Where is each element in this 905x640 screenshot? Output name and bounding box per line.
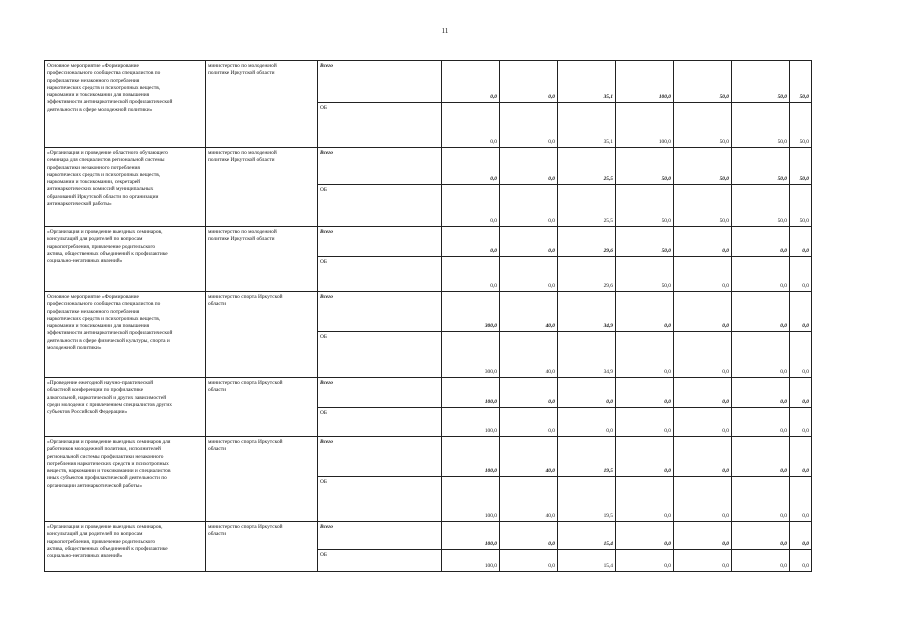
ob-value-cell: 0,0 — [732, 332, 790, 378]
measure-description — [45, 378, 206, 437]
ob-value-cell: 50,0 — [674, 185, 732, 227]
measure-description-line: наркотических средств и психотропных веществ, — [47, 171, 161, 178]
total-value-cell: 19,5 — [558, 437, 616, 477]
total-value-cell: 50,0 — [616, 148, 674, 185]
total-value-cell: 0,0 — [616, 292, 674, 332]
measure-description-line: антинаркотических комиссий муниципальных — [47, 186, 154, 193]
responsible-executor-line: министерство спорта Иркутской — [208, 380, 283, 386]
ob-value-cell: 0,0 — [732, 477, 790, 522]
ob-value-cell: 0,0 — [674, 332, 732, 378]
ob-value-cell: 50,0 — [674, 103, 732, 148]
measure-description — [45, 522, 206, 572]
measure-description-line: организации антинаркотической работы» — [47, 482, 143, 489]
total-value-cell: 0,0 — [558, 378, 616, 408]
ob-value-cell: 29,6 — [558, 257, 616, 292]
total-value-cell: 0,0 — [674, 378, 732, 408]
ob-value-cell: 0,0 — [790, 477, 812, 522]
ob-value-cell: 50,0 — [616, 257, 674, 292]
total-value-cell: 0,0 — [500, 378, 558, 408]
funding-source-total-label: Всего — [318, 437, 442, 477]
ob-value-cell: 0,0 — [674, 408, 732, 437]
responsible-executor — [206, 292, 318, 378]
measure-description-line: работников молодежной политики, исполнителей — [47, 446, 161, 453]
total-value-cell: 0,0 — [616, 378, 674, 408]
total-value-cell: 0,0 — [674, 292, 732, 332]
total-value-cell: 0,0 — [616, 522, 674, 550]
responsible-executor-line: министерство спорта Иркутской — [208, 294, 283, 300]
measure-description-line: потребления наркотических средств и психотропных — [47, 460, 169, 467]
measure-description-line: иных субъектов профилактической деятельности по — [47, 475, 167, 482]
funding-source-ob-label: ОБ — [318, 103, 442, 148]
responsible-executor — [206, 227, 318, 292]
total-value-cell: 300,0 — [442, 292, 500, 332]
ob-value-cell: 0,0 — [790, 332, 812, 378]
ob-value-cell: 0,0 — [674, 257, 732, 292]
responsible-executor-line: министерство по молодежной — [208, 63, 277, 69]
measure-description-line: Основное мероприятие «Формирование — [47, 294, 139, 300]
total-value-cell: 0,0 — [790, 227, 812, 257]
measure-description-line: региональной системы профилактики незаконного — [47, 453, 164, 460]
ob-value-cell: 50,0 — [732, 103, 790, 148]
ob-value-cell: 50,0 — [790, 103, 812, 148]
total-value-cell: 0,0 — [500, 227, 558, 257]
total-value-cell: 0,0 — [790, 522, 812, 550]
measure-description-line: профилактике незаконного потребления — [47, 77, 140, 84]
ob-value-cell: 100,0 — [442, 477, 500, 522]
measure-description-line: деятельности в сфере физической культуры, спорта и — [47, 337, 170, 344]
total-value-cell: 0,0 — [732, 378, 790, 408]
total-value-cell: 0,0 — [790, 292, 812, 332]
total-value-cell: 0,0 — [442, 148, 500, 185]
responsible-executor-line: министерство спорта Иркутской — [208, 439, 283, 445]
measure-description-line: наркотических средств и психотропных веществ, — [47, 84, 161, 91]
measure-description-line: областной конференции по профилактике — [47, 387, 144, 394]
total-value-cell: 0,0 — [442, 61, 500, 103]
funding-source-total-label: Всего — [318, 378, 442, 408]
measure-total-row — [45, 61, 812, 103]
measure-description-line: веществ, наркомании и токсикомании и специалистов — [47, 468, 171, 475]
total-value-cell: 100,0 — [442, 437, 500, 477]
measure-total-row — [45, 378, 812, 408]
responsible-executor-line: политике Иркутской области — [208, 157, 275, 164]
funding-source-ob-label: ОБ — [318, 477, 442, 522]
total-value-cell: 0,0 — [732, 522, 790, 550]
ob-value-cell: 0,0 — [616, 550, 674, 572]
ob-value-cell: 100,0 — [442, 550, 500, 572]
ob-value-cell: 34,9 — [558, 332, 616, 378]
measure-description-line: антинаркотической работы» — [47, 201, 112, 208]
total-value-cell: 100,0 — [616, 61, 674, 103]
measure-description-line: консультаций для родителей по вопросам — [47, 531, 143, 538]
total-value-cell: 35,1 — [558, 61, 616, 103]
total-value-cell: 50,0 — [790, 148, 812, 185]
page-number: 11 — [441, 27, 449, 35]
responsible-executor-line: министерство спорта Иркутской — [208, 524, 283, 530]
total-value-cell: 50,0 — [674, 148, 732, 185]
ob-value-cell: 0,0 — [674, 550, 732, 572]
responsible-executor — [206, 378, 318, 437]
total-value-cell: 100,0 — [442, 522, 500, 550]
funding-source-total-label: Всего — [318, 227, 442, 257]
ob-value-cell: 0,0 — [442, 185, 500, 227]
measure-description — [45, 227, 206, 292]
measure-description-line: консультаций для родителей по вопросам — [47, 236, 143, 243]
measure-description — [45, 437, 206, 522]
measure-total-row — [45, 227, 812, 257]
total-value-cell: 100,0 — [442, 378, 500, 408]
ob-value-cell: 0,0 — [500, 408, 558, 437]
measure-description-line: семинара для специалистов региональной системы — [47, 157, 165, 164]
responsible-executor-line: министерство по молодежной — [208, 229, 277, 235]
measure-description-line: наркомании и токсикомании для повышения — [47, 92, 150, 99]
measure-description-line: алкогольной, наркотической и других зависимостей — [47, 394, 167, 401]
ob-value-cell: 100,0 — [616, 103, 674, 148]
program-table — [44, 60, 812, 572]
measure-description-line: «Организация и проведение выездных семинаров, — [47, 524, 163, 530]
ob-value-cell: 50,0 — [616, 185, 674, 227]
ob-value-cell: 0,0 — [732, 550, 790, 572]
responsible-executor — [206, 148, 318, 227]
ob-value-cell: 0,0 — [616, 332, 674, 378]
measure-total-row — [45, 292, 812, 332]
responsible-executor — [206, 61, 318, 148]
total-value-cell: 0,0 — [790, 378, 812, 408]
funding-source-total-label: Всего — [318, 292, 442, 332]
funding-source-total-label: Всего — [318, 61, 442, 103]
measure-description-line: наркопотребления, привлечение родительского — [47, 243, 156, 250]
measure-description-line: Основное мероприятие «Формирование — [47, 63, 139, 69]
ob-value-cell: 35,1 — [558, 103, 616, 148]
total-value-cell: 0,0 — [674, 227, 732, 257]
ob-value-cell: 0,0 — [616, 477, 674, 522]
ob-value-cell: 300,0 — [442, 332, 500, 378]
total-value-cell: 0,0 — [616, 437, 674, 477]
ob-value-cell: 0,0 — [442, 257, 500, 292]
measure-description-line: «Проведение ежегодной научно-практической — [47, 380, 154, 386]
ob-value-cell: 0,0 — [500, 550, 558, 572]
funding-source-ob-label: ОБ — [318, 408, 442, 437]
ob-value-cell: 19,5 — [558, 477, 616, 522]
total-value-cell: 25,5 — [558, 148, 616, 185]
measure-description-line: профилактике незаконного потребления — [47, 308, 140, 315]
measure-description-line: профессионального сообщества специалистов по — [47, 301, 161, 308]
responsible-executor-line: политике Иркутской области — [208, 236, 275, 243]
measure-description-line: социально-негативных явлений» — [47, 553, 123, 560]
ob-value-cell: 0,0 — [500, 185, 558, 227]
measure-description-line: актива, общественных объединений к профилактике — [47, 545, 168, 552]
ob-value-cell: 50,0 — [732, 185, 790, 227]
total-value-cell: 0,0 — [674, 522, 732, 550]
total-value-cell: 15,4 — [558, 522, 616, 550]
total-value-cell: 50,0 — [674, 61, 732, 103]
total-value-cell: 50,0 — [732, 148, 790, 185]
measure-description-line: среди молодежи с привлечением специалистов других — [47, 401, 172, 408]
measure-description-line: деятельности в сфере молодежной политики» — [47, 106, 153, 113]
measure-total-row — [45, 522, 812, 550]
measure-description-line: актива, общественных объединений к профилактике — [47, 250, 168, 257]
measure-description-line: наркотических средств и психотропных веществ, — [47, 315, 161, 322]
funding-source-ob-label: ОБ — [318, 257, 442, 292]
ob-value-cell: 0,0 — [616, 408, 674, 437]
total-value-cell: 40,0 — [500, 292, 558, 332]
total-value-cell: 0,0 — [500, 522, 558, 550]
ob-value-cell: 50,0 — [790, 185, 812, 227]
ob-value-cell: 0,0 — [790, 408, 812, 437]
responsible-executor-line: области — [208, 446, 227, 453]
measure-description — [45, 61, 206, 148]
measure-description-line: «Организация и проведение выездных семинаров для — [47, 439, 171, 445]
total-value-cell: 50,0 — [732, 61, 790, 103]
ob-value-cell: 0,0 — [790, 550, 812, 572]
measure-total-row — [45, 148, 812, 185]
responsible-executor-line: политике Иркутской области — [208, 70, 275, 77]
responsible-executor-line: министерство по молодежной — [208, 150, 277, 156]
responsible-executor-line: области — [208, 301, 227, 308]
measure-description-line: наркопотребления, привлечение родительского — [47, 538, 156, 545]
measure-description-line: субъектов Российской Федерации» — [47, 409, 128, 416]
ob-value-cell: 40,0 — [500, 477, 558, 522]
responsible-executor — [206, 522, 318, 572]
measure-description-line: наркомании и токсикомании для повышения — [47, 323, 150, 330]
total-value-cell: 0,0 — [790, 437, 812, 477]
measure-description-line: «Организация и проведение областного обучающего — [47, 150, 168, 156]
measure-description-line: молодежной политики» — [47, 345, 102, 352]
measure-description-line: эффективности антинаркотической профилактической — [47, 330, 173, 337]
funding-source-ob-label: ОБ — [318, 332, 442, 378]
ob-value-cell: 0,0 — [674, 477, 732, 522]
total-value-cell: 34,9 — [558, 292, 616, 332]
total-value-cell: 0,0 — [674, 437, 732, 477]
total-value-cell: 0,0 — [500, 148, 558, 185]
measure-description-line: «Организация и проведение выездных семинаров, — [47, 229, 163, 235]
measure-description — [45, 148, 206, 227]
ob-value-cell: 0,0 — [500, 257, 558, 292]
ob-value-cell: 0,0 — [732, 408, 790, 437]
measure-description — [45, 292, 206, 378]
funding-source-ob-label: ОБ — [318, 185, 442, 227]
funding-source-ob-label: ОБ — [318, 550, 442, 572]
ob-value-cell: 0,0 — [558, 408, 616, 437]
ob-value-cell: 25,5 — [558, 185, 616, 227]
total-value-cell: 40,0 — [500, 437, 558, 477]
funding-source-total-label: Всего — [318, 148, 442, 185]
total-value-cell: 0,0 — [732, 292, 790, 332]
measure-description-line: профилактики незаконного потребления — [47, 164, 140, 171]
ob-value-cell: 40,0 — [500, 332, 558, 378]
total-value-cell: 0,0 — [500, 61, 558, 103]
total-value-cell: 0,0 — [732, 227, 790, 257]
total-value-cell: 50,0 — [616, 227, 674, 257]
total-value-cell: 0,0 — [442, 227, 500, 257]
responsible-executor-line: области — [208, 531, 227, 538]
ob-value-cell: 0,0 — [442, 103, 500, 148]
measure-description-line: социально-негативных явлений» — [47, 258, 123, 265]
measure-description-line: наркомании и токсикомании, секретарей — [47, 179, 141, 186]
measure-description-line: эффективности антинаркотической профилактической — [47, 99, 173, 106]
ob-value-cell: 0,0 — [790, 257, 812, 292]
total-value-cell: 0,0 — [732, 437, 790, 477]
ob-value-cell: 0,0 — [732, 257, 790, 292]
ob-value-cell: 15,4 — [558, 550, 616, 572]
responsible-executor-line: области — [208, 387, 227, 394]
responsible-executor — [206, 437, 318, 522]
measure-description-line: профессионального сообщества специалистов по — [47, 70, 161, 77]
total-value-cell: 29,6 — [558, 227, 616, 257]
funding-source-total-label: Всего — [318, 522, 442, 550]
ob-value-cell: 0,0 — [500, 103, 558, 148]
measure-total-row — [45, 437, 812, 477]
ob-value-cell: 100,0 — [442, 408, 500, 437]
measure-description-line: образований Иркутской области по организации — [47, 193, 159, 200]
total-value-cell: 50,0 — [790, 61, 812, 103]
